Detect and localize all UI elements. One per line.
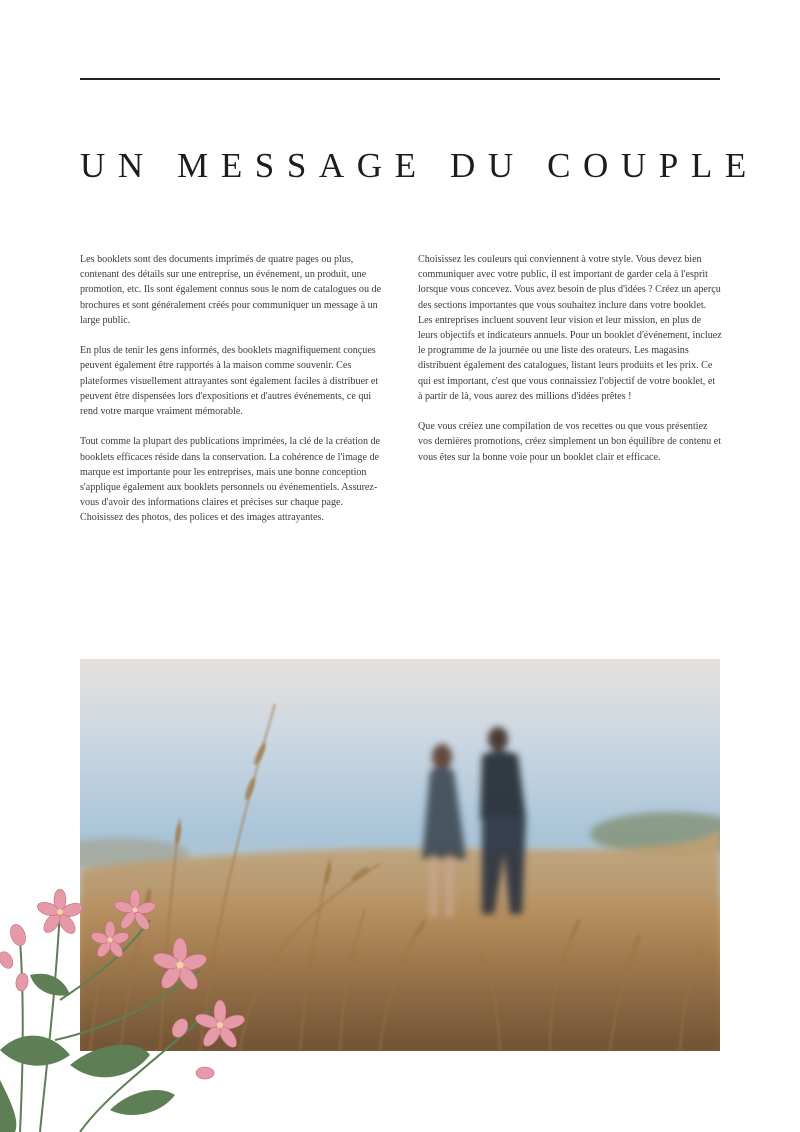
paragraph: Les booklets sont des documents imprimés de quatre pages ou plus, contenant des détails sur une entreprise, un événement, un produit, une promotion, etc. Ils sont également connus sous le nom de catalogues ou de brochures et sont généralement créés pour communiquer un message à un large public. (80, 254, 382, 326)
floral-decoration (0, 880, 260, 1132)
text-column-right (418, 252, 722, 480)
page-title: UN MESSAGE DU COUPLE (80, 146, 759, 185)
paragraph: Choisissez les couleurs qui conviennent à votre style. Vous devez bien communiquer avec votre public, il est important de garder cela à l'esprit lorsque vous concevez. Vous avez besoin de plus d'idées ? Créez un aperçu des sections importantes que vous souhaitez inclure dans votre booklet. Les entreprises incluent souvent leur vision et leur mission, en plus de leurs objectifs et indicateurs annuels. Pour un booklet d'événement, incluez le programme de la journée ou une liste des orateurs. Les magasins distribuent également des catalogues, listant leurs produits et les prix. Ce qui est important, c'est que vous connaissiez l'objectif de votre booklet, et à partir de là, vous aurez des millions d'idées prêtes ! (418, 254, 722, 402)
paragraph: Tout comme la plupart des publications imprimées, la clé de la création de booklets efficaces réside dans la conservation. La cohérence de l'image de marque est importante pour les entreprises, mais une bonne conception s'applique également aux booklets personnels ou événementiels. Assurez-vous d'avoir des informations claires et précises sur chaque page. Choisissez des photos, des polices et des images attrayantes. (80, 436, 381, 524)
paragraph: En plus de tenir les gens informés, des booklets magnifiquement conçues peuvent également être rapportés à la maison comme souvenir. Ces plateformes visuellement attrayantes sont également faciles à distribuer et peuvent être dispensées lors d'expositions et d'autres événements, ce qui rend votre marque vraiment mémorable. (80, 345, 379, 418)
top-rule (80, 78, 720, 80)
paragraph: Que vous créiez une compilation de vos recettes ou que vous présentiez vos dernières promotions, créez simplement un bon équilibre de contenu et vous êtes sur la bonne voie pour un booklet clair et efficace. (418, 421, 722, 463)
text-column-left (80, 252, 384, 541)
